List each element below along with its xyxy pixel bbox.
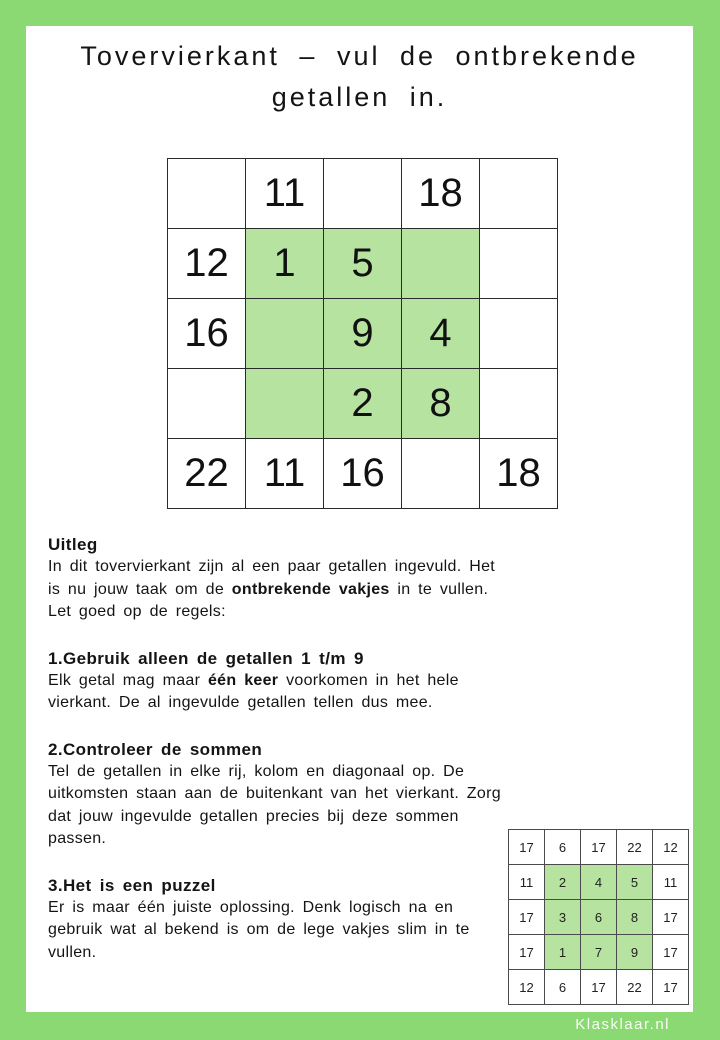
section-uitleg bbox=[48, 534, 506, 624]
grid-row bbox=[509, 970, 689, 1005]
grid-cell: 16 bbox=[324, 439, 402, 509]
grid-cell: 18 bbox=[480, 439, 558, 509]
grid-cell-green: 9 bbox=[324, 299, 402, 369]
grid-cell-green: 5 bbox=[617, 865, 653, 900]
watermark: Klasklaar.nl bbox=[575, 1016, 670, 1033]
grid-cell: 17 bbox=[581, 970, 617, 1005]
grid-cell: 11 bbox=[246, 439, 324, 509]
grid-cell: 12 bbox=[168, 229, 246, 299]
magic-square-grid bbox=[167, 158, 558, 509]
grid-row bbox=[509, 935, 689, 970]
section-header: Uitleg bbox=[48, 535, 98, 554]
grid-cell: 17 bbox=[581, 830, 617, 865]
grid-row bbox=[168, 229, 558, 299]
grid-cell-green bbox=[246, 369, 324, 439]
grid-row bbox=[168, 369, 558, 439]
grid-cell: 22 bbox=[168, 439, 246, 509]
grid-cell-green: 1 bbox=[246, 229, 324, 299]
grid-cell-green: 7 bbox=[581, 935, 617, 970]
section-header: 3.Het is een puzzel bbox=[48, 875, 216, 895]
grid-cell: 12 bbox=[653, 830, 689, 865]
grid-cell: 22 bbox=[617, 830, 653, 865]
grid-row bbox=[168, 159, 558, 229]
text-run: Er is maar één juiste oplossing. Denk logisch na en gebruik wat al bekend is om de lege vakjes slim in te vullen. bbox=[48, 898, 470, 961]
grid-cell bbox=[480, 229, 558, 299]
grid-cell: 12 bbox=[509, 970, 545, 1005]
grid-row bbox=[509, 830, 689, 865]
grid-cell-green: 1 bbox=[545, 935, 581, 970]
section-paragraph bbox=[48, 670, 506, 715]
text-run: voorkomen in het hele vierkant. De al ingevulde getallen tellen dus mee. bbox=[48, 671, 459, 711]
bold-text-run: ontbrekende vakjes bbox=[231, 580, 390, 598]
grid-row bbox=[168, 439, 558, 509]
text-run: Elk getal mag maar bbox=[48, 671, 208, 689]
grid-cell-green: 4 bbox=[581, 865, 617, 900]
worksheet-title bbox=[26, 36, 693, 118]
grid-cell bbox=[168, 159, 246, 229]
title-line-1: Tovervierkant – vul de ontbrekende bbox=[80, 41, 639, 71]
grid-row bbox=[509, 865, 689, 900]
grid-cell-green: 8 bbox=[617, 900, 653, 935]
grid-cell: 6 bbox=[545, 970, 581, 1005]
grid-cell: 17 bbox=[509, 830, 545, 865]
grid-cell-green: 2 bbox=[324, 369, 402, 439]
section-rule-2 bbox=[48, 739, 506, 851]
grid-cell: 17 bbox=[509, 900, 545, 935]
grid-cell: 17 bbox=[509, 935, 545, 970]
grid-cell: 17 bbox=[653, 935, 689, 970]
text-run: in te vullen. Let goed op de regels: bbox=[48, 580, 489, 620]
bold-text-run: één keer bbox=[207, 671, 279, 689]
section-header: 1.Gebruik alleen de getallen 1 t/m 9 bbox=[48, 648, 364, 668]
grid-cell-green bbox=[246, 299, 324, 369]
grid-cell: 11 bbox=[509, 865, 545, 900]
grid-cell: 18 bbox=[402, 159, 480, 229]
grid-cell: 11 bbox=[246, 159, 324, 229]
text-run: In dit tovervierkant zijn al een paar getallen ingevuld. Het is nu jouw taak om de bbox=[48, 558, 496, 598]
grid-cell bbox=[480, 369, 558, 439]
grid-row bbox=[168, 299, 558, 369]
section-rule-3 bbox=[48, 875, 506, 965]
section-rule-1 bbox=[48, 648, 506, 715]
grid-cell-green: 6 bbox=[581, 900, 617, 935]
grid-cell: 11 bbox=[653, 865, 689, 900]
grid-cell-green bbox=[402, 229, 480, 299]
grid-cell: 17 bbox=[653, 970, 689, 1005]
grid-cell: 22 bbox=[617, 970, 653, 1005]
instructions bbox=[48, 534, 506, 988]
grid-cell bbox=[480, 159, 558, 229]
grid-cell: 16 bbox=[168, 299, 246, 369]
section-header: 2.Controleer de sommen bbox=[48, 739, 263, 759]
grid-cell: 6 bbox=[545, 830, 581, 865]
grid-row bbox=[509, 900, 689, 935]
grid-cell bbox=[402, 439, 480, 509]
grid-cell-green: 4 bbox=[402, 299, 480, 369]
section-paragraph bbox=[48, 897, 506, 965]
grid-cell-green: 9 bbox=[617, 935, 653, 970]
title-line-2: getallen in. bbox=[271, 82, 448, 112]
grid-cell bbox=[324, 159, 402, 229]
grid-cell bbox=[168, 369, 246, 439]
section-paragraph bbox=[48, 556, 506, 624]
grid-cell-green: 8 bbox=[402, 369, 480, 439]
text-run: Tel de getallen in elke rij, kolom en diagonaal op. De uitkomsten staan aan de buitenkant van het vierkant. Zorg dat jouw ingevulde getallen precies bij deze sommen passen. bbox=[48, 762, 501, 847]
grid-cell: 17 bbox=[653, 900, 689, 935]
grid-cell-green: 3 bbox=[545, 900, 581, 935]
answer-grid bbox=[508, 829, 689, 1005]
grid-cell-green: 5 bbox=[324, 229, 402, 299]
section-paragraph bbox=[48, 761, 506, 851]
grid-cell-green: 2 bbox=[545, 865, 581, 900]
grid-cell bbox=[480, 299, 558, 369]
